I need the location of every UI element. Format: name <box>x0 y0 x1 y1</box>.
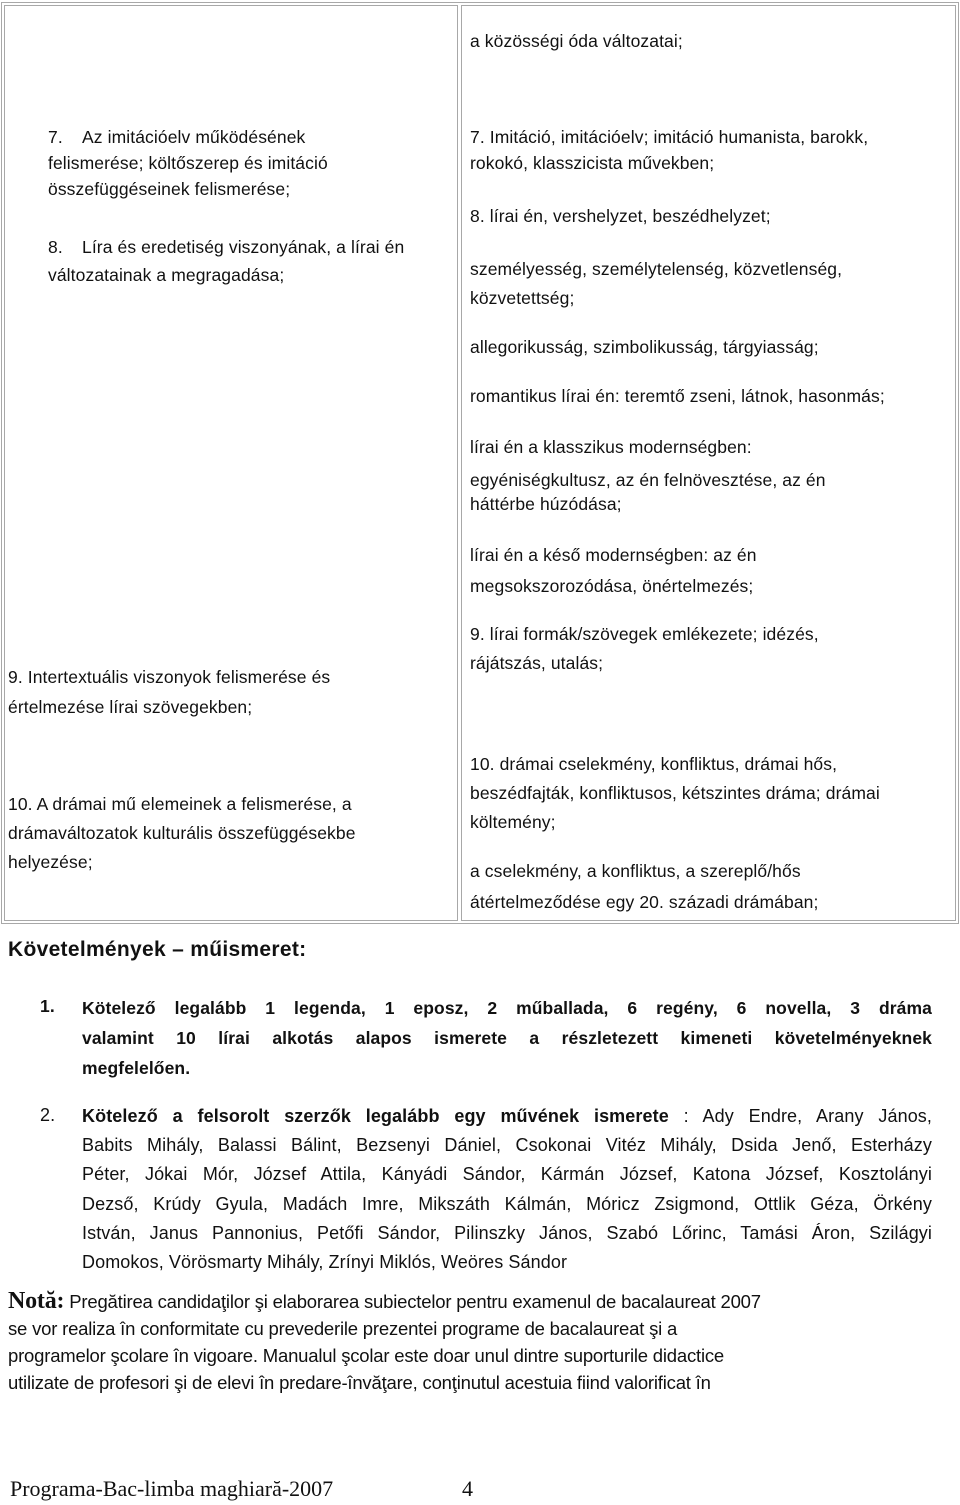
req1-num: 1. <box>40 996 55 1016</box>
note-first-rest: Pregătirea candidaţilor şi elaborarea subiectelor pentru examenul de bacalaureat 2007 <box>64 1291 761 1312</box>
right-item-8e-end: háttérbe húzódása; <box>470 494 622 514</box>
right-line: közvetettség; <box>470 288 575 308</box>
right-line: költemény; <box>470 812 556 832</box>
right-line: megsokszorozódása, önértelmezés; <box>470 576 754 596</box>
right-line: rokokó, klasszicista művekben; <box>470 153 715 173</box>
left-item-10-line: helyezése; <box>8 852 93 872</box>
right-line: 9. lírai formák/szövegek emlékezete; idézés, <box>470 624 819 644</box>
right-item-8e <box>470 431 826 497</box>
req2-bold: Kötelező a felsorolt szerzők legalább egy művének ismerete <box>82 1106 669 1126</box>
req2-first-line <box>82 1102 932 1131</box>
left-item-7-num: 7. <box>48 127 63 147</box>
left-item-9-line: 9. Intertextuális viszonyok felismerése és <box>8 667 331 687</box>
req2-line: István, Janus Pannonius, Petőfi Sándor, Pilinszky János, Szabó Lőrinc, Tamási Áron, Szilágyi <box>82 1222 932 1243</box>
right-line: lírai én a késő modernségben: az én <box>470 545 757 565</box>
right-item-8c: allegorikusság, szimbolikusság, tárgyiasság; <box>470 337 819 357</box>
left-item-10-line: drámaváltozatok kulturális összefüggésekbe <box>8 823 356 843</box>
right-line: 10. drámai cselekmény, konfliktus, drámai hős, <box>470 754 838 774</box>
note-line: se vor realiza în conformitate cu prevederile prezentei programe de bacalaureat şi a <box>8 1318 678 1339</box>
req2-line: Dezső, Krúdy Gyula, Madách Imre, Mikszáth Kálmán, Móricz Zsigmond, Ottlik Géza, Örkény <box>82 1193 932 1214</box>
right-item-10b <box>470 856 818 918</box>
left-item-7-line: felismerése; költőszerep és imitáció <box>48 153 328 173</box>
note-line: programelor şcolare în vigoare. Manualul şcolar este doar unul dintre suporturile didactice <box>8 1345 725 1366</box>
right-item-8a: 8. lírai én, vershelyzet, beszédhelyzet; <box>470 206 771 226</box>
req2-num: 2. <box>40 1105 56 1125</box>
req2-line: Péter, Jókai Mór, József Attila, Kányádi Sándor, Kármán József, Katona József, Kosztolányi <box>82 1164 932 1185</box>
right-item-7 <box>470 124 868 176</box>
req2-line: Babits Mihály, Balassi Bálint, Bezsenyi Dániel, Csokonai Vitéz Mihály, Dsida Jenő, Esterházy <box>82 1135 932 1156</box>
page-number: 4 <box>462 1476 473 1501</box>
left-item-10 <box>8 790 356 877</box>
req1-line: Kötelező legalább 1 legenda, 1 eposz, 2 műballada, 6 regény, 6 novella, 3 dráma <box>82 998 932 1018</box>
req1-text <box>82 993 932 1083</box>
right-item-8d: romantikus lírai én: teremtő zseni, látnok, hasonmás; <box>470 386 885 406</box>
note-line: utilizate de profesori şi de elevi în predare-învăţare, conţinutul acestuia fiind valorificat în <box>8 1372 711 1393</box>
right-item-10a <box>470 750 880 837</box>
right-line: lírai én a klasszikus modernségben: <box>470 437 752 457</box>
top-right-text: a közösségi óda változatai; <box>470 31 683 51</box>
left-item-9 <box>8 662 330 722</box>
left-item-7-line: Az imitációelv működésének <box>82 127 306 147</box>
footer-title: Programa-Bac-limba maghiară-2007 <box>10 1476 334 1501</box>
right-line: 7. Imitáció, imitációelv; imitáció humanista, barokk, <box>470 127 869 147</box>
right-item-9 <box>470 620 819 678</box>
right-line: rájátszás, utalás; <box>470 653 604 673</box>
right-line: átértelmeződése egy 20. századi drámában; <box>470 892 819 912</box>
left-item-7-line: összefüggéseinek felismerése; <box>48 179 291 199</box>
right-line: személyesség, személytelenség, közvetlenség, <box>470 259 843 279</box>
right-line: beszédfajták, konfliktusos, kétszintes dráma; drámai <box>470 783 880 803</box>
req1-line: megfelelően. <box>82 1058 191 1078</box>
note-label: Notă: <box>8 1288 65 1314</box>
left-item-8-num: 8. <box>48 237 63 257</box>
requirements-heading: Követelmények – műismeret: <box>8 938 307 961</box>
req2-line: Domokos, Vörösmarty Mihály, Zrínyi Miklós, Weöres Sándor <box>82 1252 568 1273</box>
right-line: egyéniségkultusz, az én felnövesztése, az én <box>470 470 826 490</box>
left-item-8-line: változatainak a megragadása; <box>48 265 285 285</box>
note-block <box>8 1288 908 1396</box>
right-line: a cselekmény, a konfliktus, a szereplő/hős <box>470 861 801 881</box>
left-item-8-line: Líra és eredetiség viszonyának, a lírai én <box>82 237 405 257</box>
left-item-9-line: értelmezése lírai szövegekben; <box>8 697 253 717</box>
left-item-7-cont <box>48 150 328 202</box>
req2-text <box>82 1102 932 1277</box>
left-item-8-cont <box>48 262 284 288</box>
req1-line: valamint 10 lírai alkotás alapos ismerete a részletezett kimeneti követelményeknek <box>82 1028 932 1048</box>
note-first-line <box>8 1288 908 1315</box>
right-item-8f <box>470 540 757 602</box>
left-item-10-line: 10. A drámai mű elemeinek a felismerése, a <box>8 794 352 814</box>
right-item-8b <box>470 255 842 313</box>
req2-first-rest: : Ady Endre, Arany János, <box>668 1106 933 1126</box>
